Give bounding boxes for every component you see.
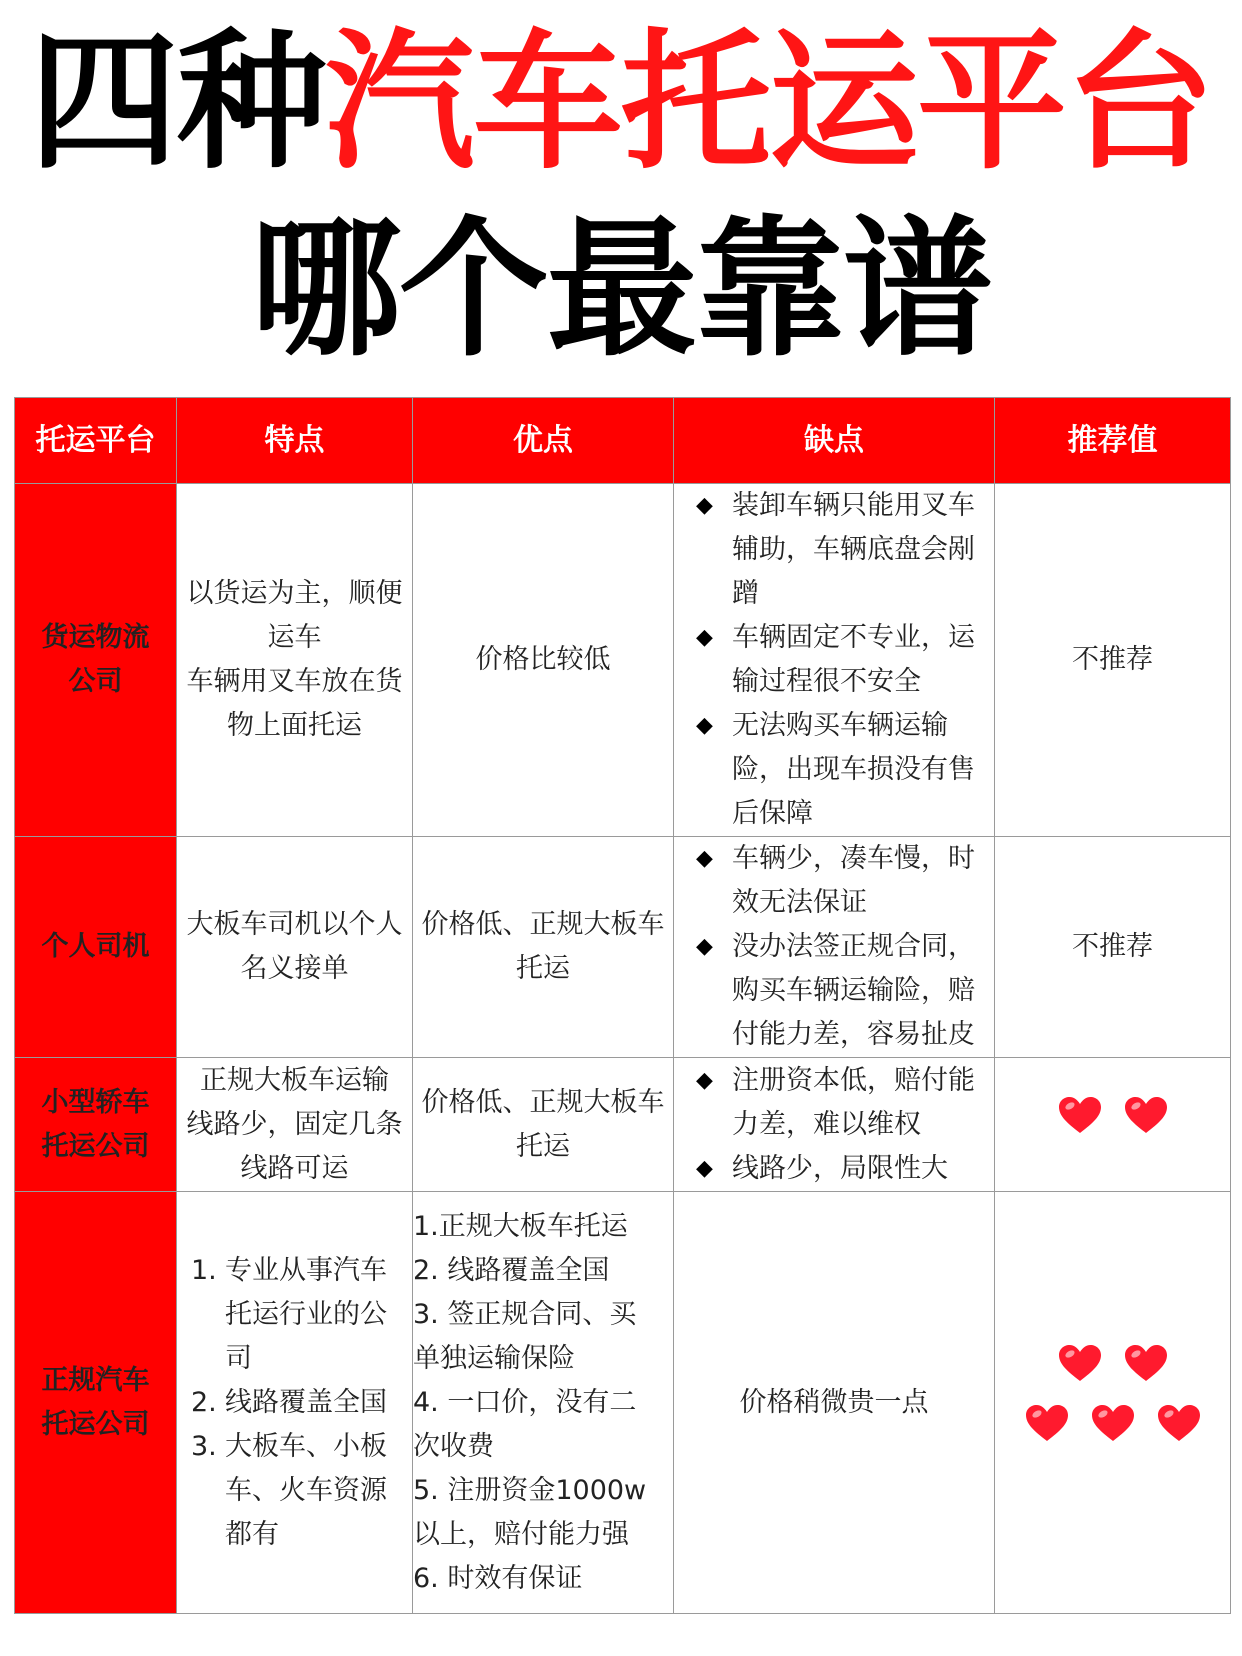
features-line: 专业从事汽车 bbox=[225, 1254, 387, 1286]
heart-row bbox=[995, 1095, 1230, 1155]
pros-cell bbox=[413, 1058, 674, 1192]
diamond-bullet-icon: ◆ bbox=[696, 493, 713, 518]
diamond-bullet-icon: ◆ bbox=[696, 934, 713, 959]
heart-icon bbox=[1123, 1095, 1169, 1155]
cons-line: 蹭 bbox=[732, 578, 759, 609]
table-row bbox=[15, 1192, 1231, 1614]
item-number: 3. bbox=[191, 1430, 217, 1462]
pros-cell bbox=[413, 837, 674, 1058]
table-row bbox=[15, 1058, 1231, 1192]
platform-line: 公司 bbox=[68, 666, 123, 697]
cons-line: 注册资本低，赔付能 bbox=[732, 1064, 975, 1096]
cons-list bbox=[674, 484, 994, 836]
rating-cell bbox=[995, 1058, 1231, 1192]
pros-line: 次收费 bbox=[413, 1430, 494, 1462]
header-platform: 托运平台 bbox=[15, 398, 177, 484]
features-list bbox=[177, 1249, 412, 1557]
heart-rating bbox=[995, 1095, 1230, 1155]
rating-cell: 不推荐 bbox=[995, 484, 1231, 837]
platform-cell bbox=[15, 484, 177, 837]
pros-line: 价格低、正规大板车 bbox=[421, 909, 665, 940]
cons-item bbox=[696, 704, 980, 836]
platform-cell bbox=[15, 1058, 177, 1192]
cons-line: 装卸车辆只能用叉车 bbox=[732, 490, 975, 521]
features-cell bbox=[177, 837, 413, 1058]
table-row bbox=[15, 484, 1231, 837]
cons-line: 后保障 bbox=[732, 798, 813, 829]
item-number: 2. bbox=[191, 1386, 217, 1418]
diamond-bullet-icon: ◆ bbox=[696, 625, 713, 650]
cons-line: 车辆少，凑车慢，时 bbox=[732, 843, 975, 874]
pros-line: 3. 签正规合同、买 bbox=[413, 1298, 637, 1330]
title-red-part: 汽车托运平台 bbox=[325, 16, 1214, 190]
item-number: 1. bbox=[191, 1254, 217, 1286]
pros-cell bbox=[413, 1192, 674, 1614]
platform-line: 个人司机 bbox=[41, 931, 150, 962]
platform-cell bbox=[15, 1192, 177, 1614]
cons-cell bbox=[674, 837, 995, 1058]
cons-line: 付能力差，容易扯皮 bbox=[732, 1019, 975, 1050]
cons-line: 险，出现车损没有售 bbox=[732, 754, 975, 785]
cons-item bbox=[696, 837, 980, 925]
features-cell bbox=[177, 1192, 413, 1614]
pros-cell: 价格比较低 bbox=[413, 484, 674, 837]
heart-icon bbox=[1123, 1343, 1169, 1403]
page-title-line-1 bbox=[0, 18, 1242, 188]
cons-item bbox=[696, 1147, 980, 1191]
pros-line: 1.正规大板车托运 bbox=[413, 1210, 628, 1242]
pros-line: 5. 注册资金1000w bbox=[413, 1474, 647, 1506]
features-line: 运车 bbox=[267, 622, 322, 653]
platform-line: 小型轿车 bbox=[41, 1086, 150, 1118]
features-item bbox=[191, 1249, 400, 1381]
header-cons: 缺点 bbox=[674, 398, 995, 484]
cons-list bbox=[674, 837, 994, 1057]
features-line: 大板车司机以个人 bbox=[186, 909, 403, 940]
cons-cell: 价格稍微贵一点 bbox=[674, 1192, 995, 1614]
title-black-part: 四种 bbox=[28, 16, 325, 190]
features-line: 车、火车资源 bbox=[225, 1474, 387, 1506]
cons-cell bbox=[674, 1058, 995, 1192]
header-rating: 推荐值 bbox=[995, 398, 1231, 484]
diamond-bullet-icon: ◆ bbox=[696, 713, 713, 738]
diamond-bullet-icon: ◆ bbox=[696, 1067, 713, 1093]
pros-line: 4. 一口价，没有二 bbox=[413, 1386, 637, 1418]
cons-item bbox=[696, 1059, 980, 1147]
features-line: 以货运为主，顺便 bbox=[186, 578, 403, 609]
features-line: 物上面托运 bbox=[227, 710, 362, 741]
header-features: 特点 bbox=[177, 398, 413, 484]
heart-icon bbox=[1090, 1403, 1136, 1463]
pros-line: 价格低、正规大板车 bbox=[421, 1086, 665, 1118]
features-line: 司 bbox=[225, 1342, 252, 1374]
heart-icon bbox=[1057, 1343, 1103, 1403]
platform-line: 正规汽车 bbox=[41, 1364, 150, 1396]
cons-line: 线路少，局限性大 bbox=[732, 1152, 948, 1184]
features-cell bbox=[177, 1058, 413, 1192]
heart-icon bbox=[1156, 1403, 1202, 1463]
cons-line: 购买车辆运输险，赔 bbox=[732, 975, 975, 1006]
features-cell bbox=[177, 484, 413, 837]
cons-item bbox=[696, 484, 980, 616]
platform-cell bbox=[15, 837, 177, 1058]
cons-line: 无法购买车辆运输 bbox=[732, 710, 948, 741]
features-line: 线路覆盖全国 bbox=[225, 1386, 387, 1418]
page-title-line-2: 哪个最靠谱 bbox=[250, 203, 991, 377]
cons-cell bbox=[674, 484, 995, 837]
features-line: 大板车、小板 bbox=[225, 1430, 387, 1462]
table-header-row bbox=[15, 398, 1231, 484]
features-line: 托运行业的公 bbox=[225, 1298, 387, 1330]
features-line: 线路可运 bbox=[240, 1152, 349, 1184]
heart-row bbox=[995, 1403, 1230, 1463]
header-pros: 优点 bbox=[413, 398, 674, 484]
cons-line: 力差，难以维权 bbox=[732, 1108, 921, 1140]
diamond-bullet-icon: ◆ bbox=[696, 1155, 713, 1181]
features-line: 都有 bbox=[225, 1518, 279, 1550]
cons-line: 辅助，车辆底盘会剐 bbox=[732, 534, 975, 565]
cons-line: 车辆固定不专业，运 bbox=[732, 622, 975, 653]
pros-line: 托运 bbox=[516, 1130, 570, 1162]
heart-icon bbox=[1057, 1095, 1103, 1155]
heart-row bbox=[995, 1343, 1230, 1403]
features-item bbox=[191, 1381, 400, 1425]
cons-item bbox=[696, 925, 980, 1057]
heart-rating bbox=[995, 1343, 1230, 1463]
features-line: 名义接单 bbox=[240, 953, 349, 984]
pros-line: 2. 线路覆盖全国 bbox=[413, 1254, 610, 1286]
platform-line: 货运物流 bbox=[41, 622, 150, 653]
comparison-table bbox=[14, 397, 1231, 1614]
platform-line: 托运公司 bbox=[41, 1408, 150, 1440]
cons-item bbox=[696, 616, 980, 704]
features-line: 正规大板车运输 bbox=[200, 1064, 389, 1096]
cons-line: 没办法签正规合同， bbox=[732, 931, 975, 962]
rating-cell bbox=[995, 1192, 1231, 1614]
pros-line: 单独运输保险 bbox=[413, 1342, 575, 1374]
heart-icon bbox=[1024, 1403, 1070, 1463]
rating-cell: 不推荐 bbox=[995, 837, 1231, 1058]
features-line: 线路少，固定几条 bbox=[186, 1108, 403, 1140]
pros-line: 6. 时效有保证 bbox=[413, 1562, 583, 1594]
pros-line: 托运 bbox=[516, 953, 570, 984]
cons-line: 输过程很不安全 bbox=[732, 666, 921, 697]
features-item bbox=[191, 1425, 400, 1557]
table-row bbox=[15, 837, 1231, 1058]
platform-line: 托运公司 bbox=[41, 1130, 150, 1162]
diamond-bullet-icon: ◆ bbox=[696, 846, 713, 871]
pros-line: 以上，赔付能力强 bbox=[413, 1518, 629, 1550]
features-line: 车辆用叉车放在货 bbox=[186, 666, 403, 697]
cons-list bbox=[674, 1059, 994, 1191]
cons-line: 效无法保证 bbox=[732, 887, 867, 918]
